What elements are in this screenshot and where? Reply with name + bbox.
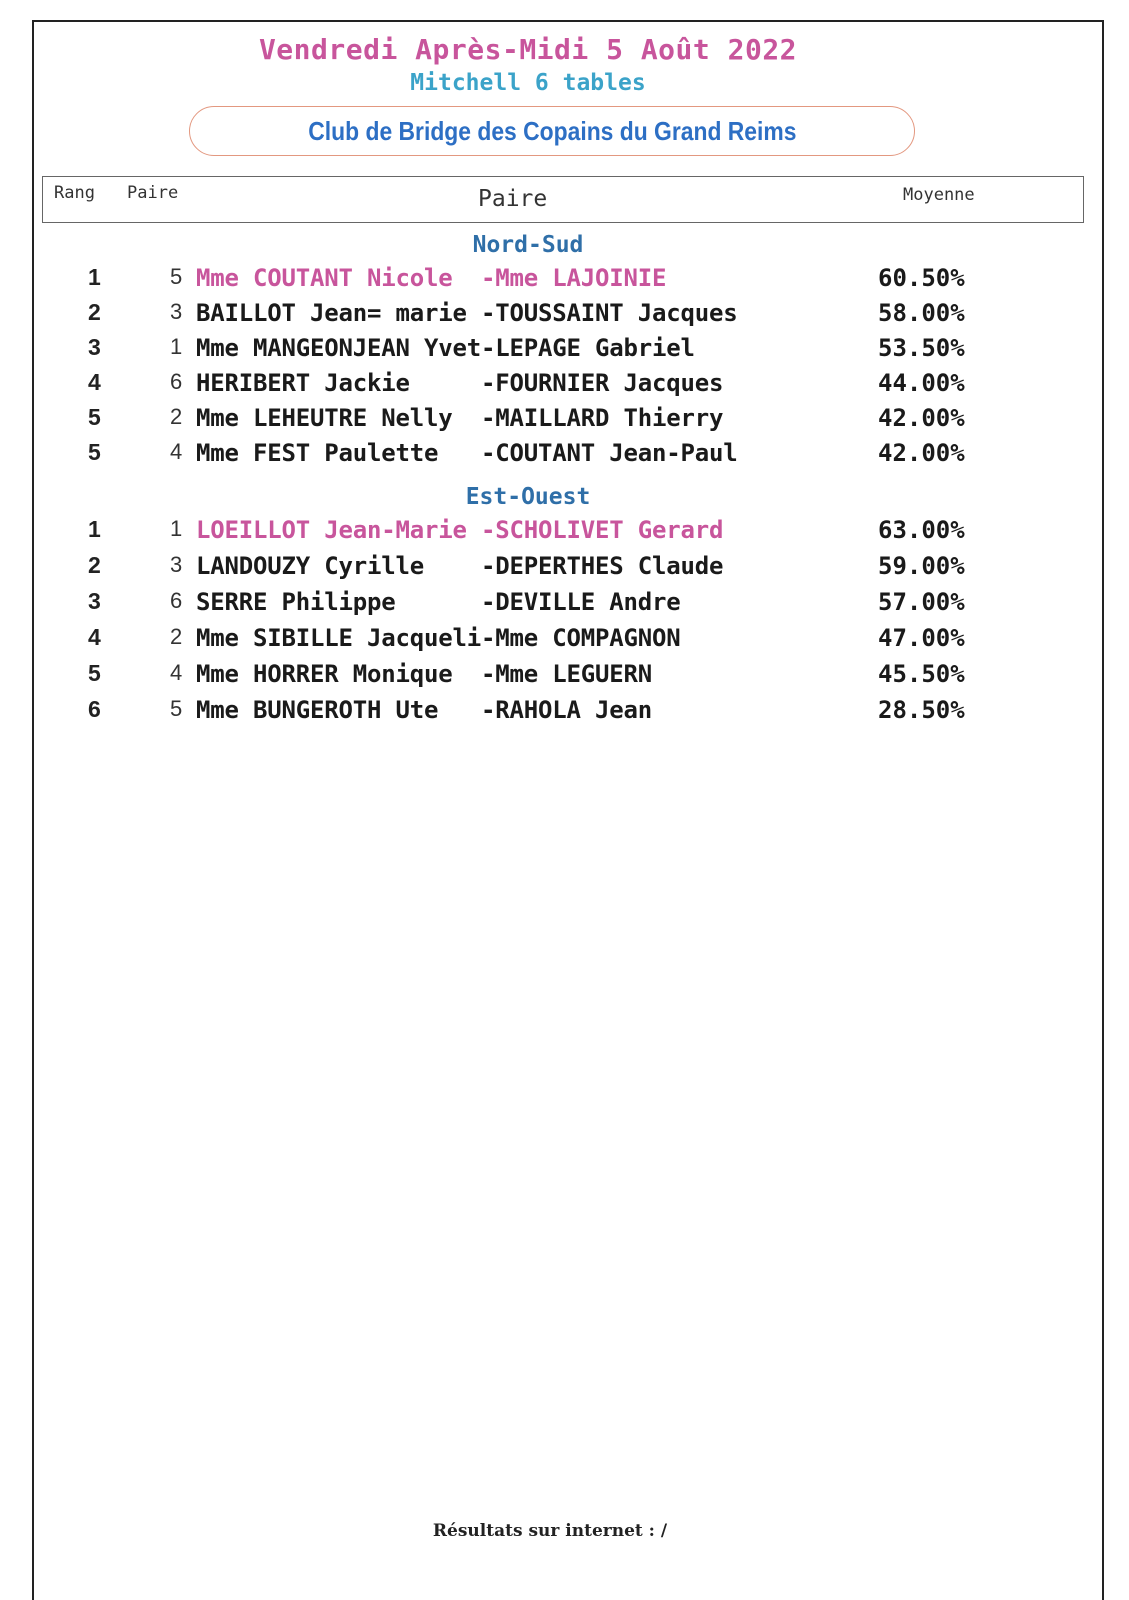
- pair-players: Mme BUNGEROTH Ute -RAHOLA Jean: [196, 696, 652, 724]
- average-score: 42.00%: [878, 439, 965, 467]
- section-title-nord-sud: Nord-Sud: [472, 232, 584, 258]
- pair-number: 6: [170, 588, 183, 613]
- rank: 6: [88, 696, 101, 722]
- column-header-pair-number: Paire: [127, 183, 179, 203]
- pair-number: 3: [170, 299, 183, 324]
- average-score: 63.00%: [878, 516, 965, 544]
- section-title-est-ouest: Est-Ouest: [465, 484, 591, 510]
- pair-number: 2: [170, 624, 183, 649]
- pair-players: Mme FEST Paulette -COUTANT Jean-Paul: [196, 439, 738, 467]
- pair-number: 5: [170, 264, 183, 289]
- average-score: 47.00%: [878, 624, 965, 652]
- pair-players: LANDOUZY Cyrille -DEPERTHES Claude: [196, 552, 724, 580]
- rank: 5: [88, 404, 101, 430]
- rank: 4: [88, 624, 101, 650]
- result-row: [0, 552, 1100, 586]
- result-row: [0, 369, 1100, 403]
- pair-players: Mme SIBILLE Jacqueli-Mme COMPAGNON: [196, 624, 681, 652]
- club-banner: [189, 106, 915, 156]
- result-row: [0, 299, 1100, 333]
- pair-players: SERRE Philippe -DEVILLE Andre: [196, 588, 681, 616]
- pair-number: 1: [170, 334, 183, 359]
- average-score: 45.50%: [878, 660, 965, 688]
- result-row: [0, 264, 1100, 298]
- average-score: 42.00%: [878, 404, 965, 432]
- footer-internet-results: Résultats sur internet : /: [432, 1521, 668, 1541]
- average-score: 28.50%: [878, 696, 965, 724]
- average-score: 58.00%: [878, 299, 965, 327]
- pair-number: 2: [170, 404, 183, 429]
- pair-number: 3: [170, 552, 183, 577]
- pair-number: 1: [170, 516, 183, 541]
- pair-number: 5: [170, 696, 183, 721]
- column-header-average: Moyenne: [903, 185, 975, 205]
- rank: 1: [88, 264, 101, 290]
- result-row: [0, 439, 1100, 473]
- pair-number: 4: [170, 439, 183, 464]
- pair-players: HERIBERT Jackie -FOURNIER Jacques: [196, 369, 724, 397]
- pair-players: LOEILLOT Jean-Marie -SCHOLIVET Gerard: [196, 516, 724, 544]
- page-subtitle: Mitchell 6 tables: [410, 70, 646, 96]
- pair-players: Mme COUTANT Nicole -Mme LAJOINIE: [196, 264, 667, 292]
- result-row: [0, 404, 1100, 438]
- rank: 3: [88, 588, 101, 614]
- result-row: [0, 334, 1100, 368]
- column-header-rang: Rang: [54, 183, 95, 203]
- club-name: Club de Bridge des Copains du Grand Reims: [307, 115, 797, 146]
- average-score: 44.00%: [878, 369, 965, 397]
- average-score: 60.50%: [878, 264, 965, 292]
- pair-players: Mme MANGEONJEAN Yvet-LEPAGE Gabriel: [196, 334, 695, 362]
- table-header: [42, 176, 1084, 223]
- pair-number: 4: [170, 660, 183, 685]
- pair-number: 6: [170, 369, 183, 394]
- average-score: 57.00%: [878, 588, 965, 616]
- page-title: Vendredi Après-Midi 5 Août 2022: [258, 33, 798, 66]
- rank: 1: [88, 516, 101, 542]
- pair-players: BAILLOT Jean= marie -TOUSSAINT Jacques: [196, 299, 738, 327]
- rank: 5: [88, 439, 101, 465]
- result-row: [0, 660, 1100, 694]
- rank: 5: [88, 660, 101, 686]
- rank: 2: [88, 299, 101, 325]
- result-row: [0, 588, 1100, 622]
- result-row: [0, 696, 1100, 730]
- pair-players: Mme HORRER Monique -Mme LEGUERN: [196, 660, 652, 688]
- column-header-pair: Paire: [478, 186, 548, 212]
- rank: 3: [88, 334, 101, 360]
- rank: 2: [88, 552, 101, 578]
- result-row: [0, 516, 1100, 550]
- pair-players: Mme LEHEUTRE Nelly -MAILLARD Thierry: [196, 404, 724, 432]
- result-row: [0, 624, 1100, 658]
- rank: 4: [88, 369, 101, 395]
- average-score: 53.50%: [878, 334, 965, 362]
- average-score: 59.00%: [878, 552, 965, 580]
